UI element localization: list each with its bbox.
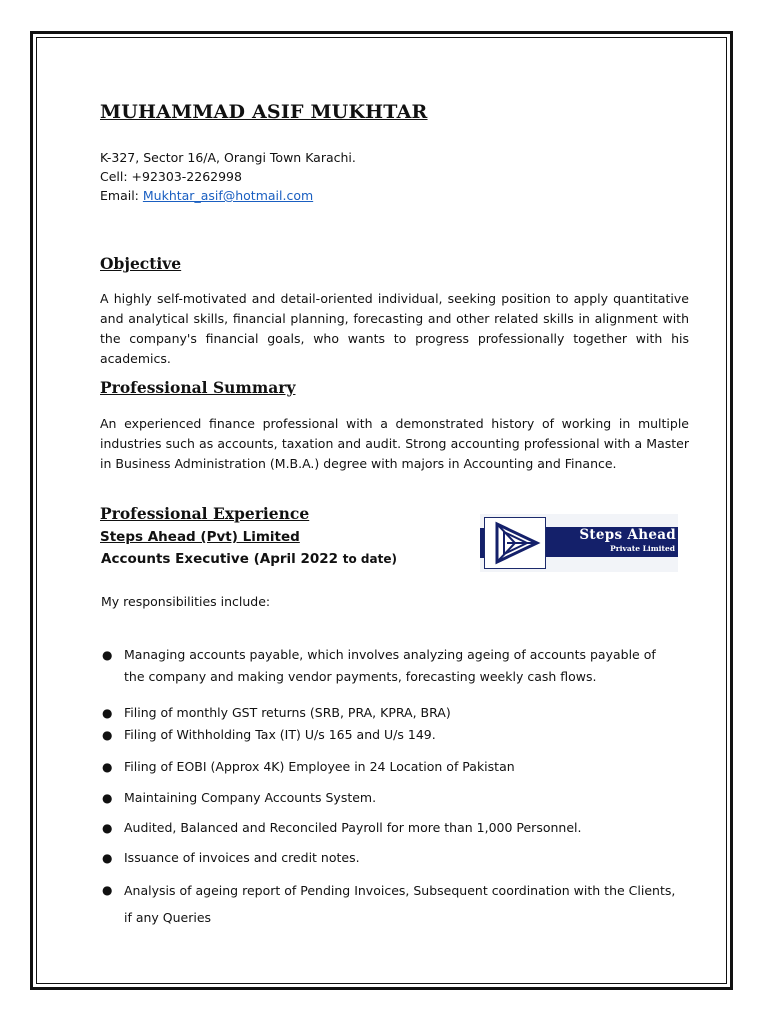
job-title [101, 551, 397, 567]
contact-block [100, 148, 660, 205]
candidate-name: MUHAMMAD ASIF MUKHTAR [100, 101, 428, 123]
list-item: ● Managing accounts payable, which involves analyzing ageing of accounts payable of the company and making vendor payments, forecasting weekly cash flows. [100, 644, 680, 688]
list-item: ● Issuance of invoices and credit notes. [100, 847, 680, 869]
email-line [100, 186, 660, 205]
bullet-icon: ● [102, 760, 113, 774]
address: K-327, Sector 16/A, Orangi Town Karachi. [100, 150, 356, 165]
summary-heading: Professional Summary [100, 378, 296, 397]
job-title-suffix: to date) [342, 552, 397, 566]
bullet-icon: ● [102, 851, 113, 865]
experience-heading: Professional Experience [100, 504, 310, 523]
bullet-icon: ● [102, 791, 113, 805]
job-title-main: Accounts Executive (April 2022 [101, 551, 343, 567]
objective-text: A highly self-motivated and detail-oriented individual, seeking position to apply quantitative and analytical skills, financial planning, forecasting and other related skills in alignment with the company's financial goals, who wants to progress professionally together with his academics. [100, 291, 689, 366]
bullet-icon: ● [102, 706, 113, 720]
bullet-icon: ● [102, 883, 113, 897]
triangle-emblem-icon [485, 518, 545, 568]
list-item: ● Maintaining Company Accounts System. [100, 787, 680, 809]
list-item: ● Audited, Balanced and Reconciled Payroll for more than 1,000 Personnel. [100, 817, 680, 839]
logo-emblem [484, 517, 546, 569]
list-item: ● Filing of Withholding Tax (IT) U/s 165 and U/s 149. [100, 724, 680, 746]
company-logo [480, 514, 678, 572]
responsibilities-intro: My responsibilities include: [101, 594, 271, 609]
company-name: Steps Ahead (Pvt) Limited [100, 529, 300, 545]
responsibilities-list [100, 644, 680, 931]
cell-phone: Cell: +92303-2262998 [100, 169, 242, 184]
bullet-icon: ● [102, 728, 113, 742]
logo-subtitle: Private Limited [610, 544, 675, 553]
list-item: ● Analysis of ageing report of Pending Invoices, Subsequent coordination with the Clients, if any Queries [100, 877, 680, 931]
summary-text: An experienced finance professional with a demonstrated history of working in multiple industries such as accounts, taxation and audit. Strong accounting professional with a Master in Business Administration (M.B.A.) degree with majors in Accounting and Finance. [100, 416, 689, 471]
email-link[interactable]: Mukhtar_asif@hotmail.com [142, 188, 314, 203]
objective-heading: Objective [100, 254, 182, 273]
bullet-icon: ● [102, 821, 113, 835]
bullet-icon: ● [102, 648, 113, 662]
email-label: Email: [100, 188, 143, 203]
list-item: ● Filing of monthly GST returns (SRB, PRA, KPRA, BRA) [100, 702, 680, 724]
logo-title: Steps Ahead [579, 527, 676, 543]
list-item: ● Filing of EOBI (Approx 4K) Employee in 24 Location of Pakistan [100, 756, 680, 778]
